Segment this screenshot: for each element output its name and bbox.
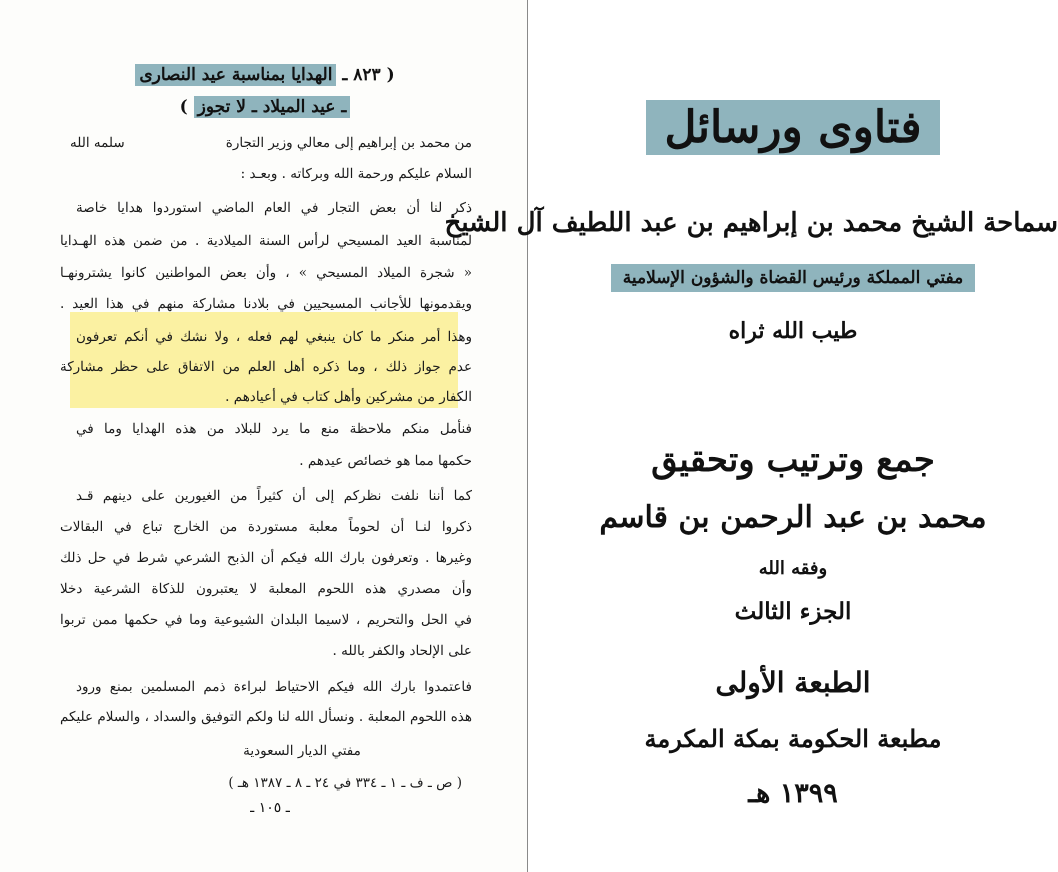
- p3-line-1: فنأمل منكم ملاحظة منع ما يرد للبلاد من هذه الهدايا وما في: [76, 421, 472, 437]
- title-highlight-2: ـ عيد الميلاد ـ لا تجوز: [194, 96, 351, 118]
- p1-line-4: ويقدمونها للأجانب المسيحيين في بلادنا مشاركة منهم في هذا العيد .: [60, 296, 472, 312]
- archive-reference: ( ص ـ ف ـ ١ ـ ٣٣٤ في ٢٤ ـ ٨ ـ ١٣٨٧ هـ ): [228, 775, 462, 791]
- p1-line-3: « شجرة الميلاد المسيحي » ، وأن بعض المواطنين كانوا يشترونهـا: [60, 265, 472, 281]
- p5-line-2: هذه اللحوم المعلبة . ونسأل الله لنا ولكم التوفيق والسداد ، والسلام عليكم: [60, 709, 472, 725]
- volume-label: الجزء الثالث: [734, 598, 852, 625]
- title-close: ): [179, 97, 188, 117]
- right-page: [444, 0, 1058, 872]
- edition-label: الطبعة الأولى: [715, 666, 871, 699]
- author-name: سماحة الشيخ محمد بن إبراهيم بن عبد اللطيف آل الشيخ: [444, 208, 1058, 238]
- publication-year: ١٣٩٩ هـ: [748, 778, 838, 809]
- publisher: مطبعة الحكومة بمكة المكرمة: [644, 724, 942, 753]
- greeting: السلام عليكم ورحمة الله وبركاته . وبعـد :: [240, 166, 472, 182]
- p4-line-6: على الإلحاد والكفر بالله .: [332, 643, 472, 659]
- compiler-name: محمد بن عبد الرحمن بن قاسم: [599, 500, 987, 535]
- title-number: ( ٨٢٣ ـ: [342, 65, 395, 85]
- p4-line-1: كما أننا نلفت نظركم إلى أن كثيراً من الغيورين على دينهم قـد: [76, 488, 472, 504]
- p4-line-2: ذكروا لنـا أن لحوماً معلبة مستوردة من الخارج تباع في البقالات: [60, 519, 472, 535]
- compiler-wish: وفقه الله: [758, 558, 828, 579]
- salutation: سلمه الله: [70, 135, 125, 151]
- compiled-label: جمع وترتيب وتحقيق: [651, 440, 935, 480]
- p2-line-1: وهذا أمر منكر ما كان ينبغي لهم فعله ، ولا نشك في أنكم تعرفون: [76, 329, 472, 345]
- p2-line-3: الكفار من مشركين وأهل كتاب في أعيادهم .: [225, 389, 472, 405]
- p1-line-1: ذكر لنا أن بعض التجار في العام الماضي استوردوا هدايا خاصة: [76, 200, 472, 216]
- from-row: [60, 128, 472, 158]
- author-office: مفتي المملكة ورئيس القضاة والشؤون الإسلامية: [611, 264, 975, 292]
- title-highlight-1: الهدايا بمناسبة عيد النصارى: [135, 64, 336, 86]
- blessing: طيب الله ثراه: [728, 318, 858, 344]
- letter-body: [60, 0, 472, 872]
- page-number: ـ ١٠٥ ـ: [250, 800, 290, 816]
- p1-line-2: لمناسبة العيد المسيحي لرأس السنة الميلادية . من ضمن هذه الهـدايا: [60, 233, 472, 249]
- p4-line-3: وغيرها . وتعرفون بارك الله فيكم أن الذبح الشرعي شرط في حل ذلك: [60, 550, 472, 566]
- from-line: من محمد بن إبراهيم إلى معالي وزير التجارة: [225, 135, 472, 151]
- p4-line-5: في الحل والتحريم ، لاسيما البلدان الشيوعية وما في حكمها ممن تربوا: [60, 612, 472, 628]
- left-page: [0, 0, 527, 872]
- p4-line-4: وأن مصدري هذه اللحوم المعلبة لا يعتبرون للذكاة الشرعية دخلا: [60, 581, 472, 597]
- p2-line-2: عدم جواز ذلك ، وما ذكره أهل العلم من الاتفاق على حظر مشاركة: [60, 359, 472, 375]
- book-title: فتاوى ورسائل: [646, 100, 939, 155]
- signature: مفتي الديار السعودية: [243, 743, 361, 759]
- p5-line-1: فاعتمدوا بارك الله فيكم الاحتياط لبراءة ذمم المسلمين بمنع ورود: [76, 679, 472, 695]
- office-row: [528, 268, 1058, 288]
- p3-line-2: حكمها مما هو خصائص عيدهم .: [299, 453, 472, 469]
- title-row: [528, 102, 1058, 153]
